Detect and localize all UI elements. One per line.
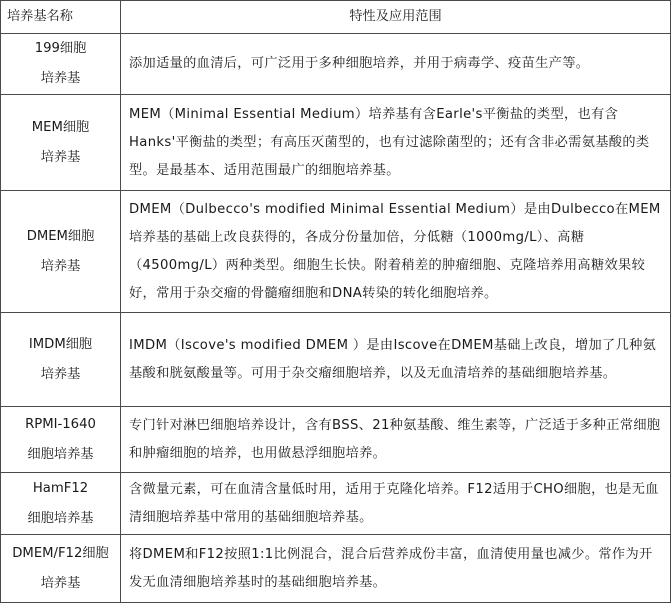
medium-name-line: 细胞培养基 [27, 510, 94, 526]
medium-name-line: MEM细胞 [31, 119, 90, 135]
table-row [1, 95, 671, 191]
header-medium-name: 培养基名称 [1, 1, 121, 34]
medium-name-line: 培养基 [40, 258, 81, 274]
table-row [1, 473, 671, 535]
medium-name-cell [1, 34, 121, 95]
medium-name-line: 199细胞 [34, 41, 87, 56]
medium-name-line: DMEM/F12细胞 [12, 545, 109, 561]
medium-name-line: RPMI-1640 [25, 416, 96, 432]
medium-name-line: HamF12 [32, 480, 89, 496]
medium-name-line: 培养基 [40, 149, 81, 165]
medium-name-cell [1, 473, 121, 535]
medium-description-cell: 将DMEM和F12按照1:1比例混合，混合后营养成份丰富，血清使用量也减少。常作为开发无血清细胞培养基时的基础细胞培养基。 [121, 535, 671, 603]
medium-description-cell: DMEM（Dulbecco's modified Minimal Essential Medium）是由Dulbecco在MEM培养基的基础上改良获得的，各成分份量加倍，分低糖（1000mg/L）、高糖（4500mg/L）两种类型。细胞生长快。附着稍差的肿瘤细胞、克隆培养用高糖效果较好，常用于杂交瘤的骨髓瘤细胞和DNA转染的转化细胞培养。 [121, 191, 671, 313]
medium-name-line: 培养基 [40, 366, 81, 382]
medium-name-cell [1, 95, 121, 191]
medium-description-cell: IMDM（Iscove's modified DMEM ）是由Iscove在DMEM基础上改良，增加了几种氨基酸和胱氨酸量等。可用于杂交瘤细胞培养，以及无血清培养的基础细胞培养基。 [121, 313, 671, 407]
medium-name-line: IMDM细胞 [28, 336, 93, 352]
medium-name-cell [1, 191, 121, 313]
table-header-row [1, 1, 671, 34]
medium-name-cell [1, 535, 121, 603]
table-row [1, 191, 671, 313]
medium-name-line: DMEM细胞 [26, 228, 95, 244]
medium-description-cell: 添加适量的血清后，可广泛用于多种细胞培养，并用于病毒学、疫苗生产等。 [121, 34, 671, 95]
medium-name-cell [1, 407, 121, 473]
table-row [1, 313, 671, 407]
medium-description-cell: 含微量元素，可在血清含量低时用，适用于克隆化培养。F12适用于CHO细胞，也是无血清细胞培养基中常用的基础细胞培养基。 [121, 473, 671, 535]
table-row [1, 34, 671, 95]
table-row [1, 535, 671, 603]
medium-name-line: 细胞培养基 [27, 446, 94, 462]
medium-name-line: 培养基 [40, 71, 81, 86]
header-properties-and-applications: 特性及应用范围 [121, 1, 671, 34]
medium-name-cell [1, 313, 121, 407]
medium-description-cell: 专门针对淋巴细胞培养设计，含有BSS、21种氨基酸、维生素等，广泛适于多种正常细胞和肿瘤细胞的培养，也用做悬浮细胞培养。 [121, 407, 671, 473]
medium-name-line: 培养基 [40, 575, 81, 591]
table-row [1, 407, 671, 473]
medium-description-cell: MEM（Minimal Essential Medium）培养基有含Earle's平衡盐的类型，也有含Hanks'平衡盐的类型；有高压灭菌型的，也有过滤除菌型的；还有含非必需氨基酸的类型。是最基本、适用范围最广的细胞培养基。 [121, 95, 671, 191]
